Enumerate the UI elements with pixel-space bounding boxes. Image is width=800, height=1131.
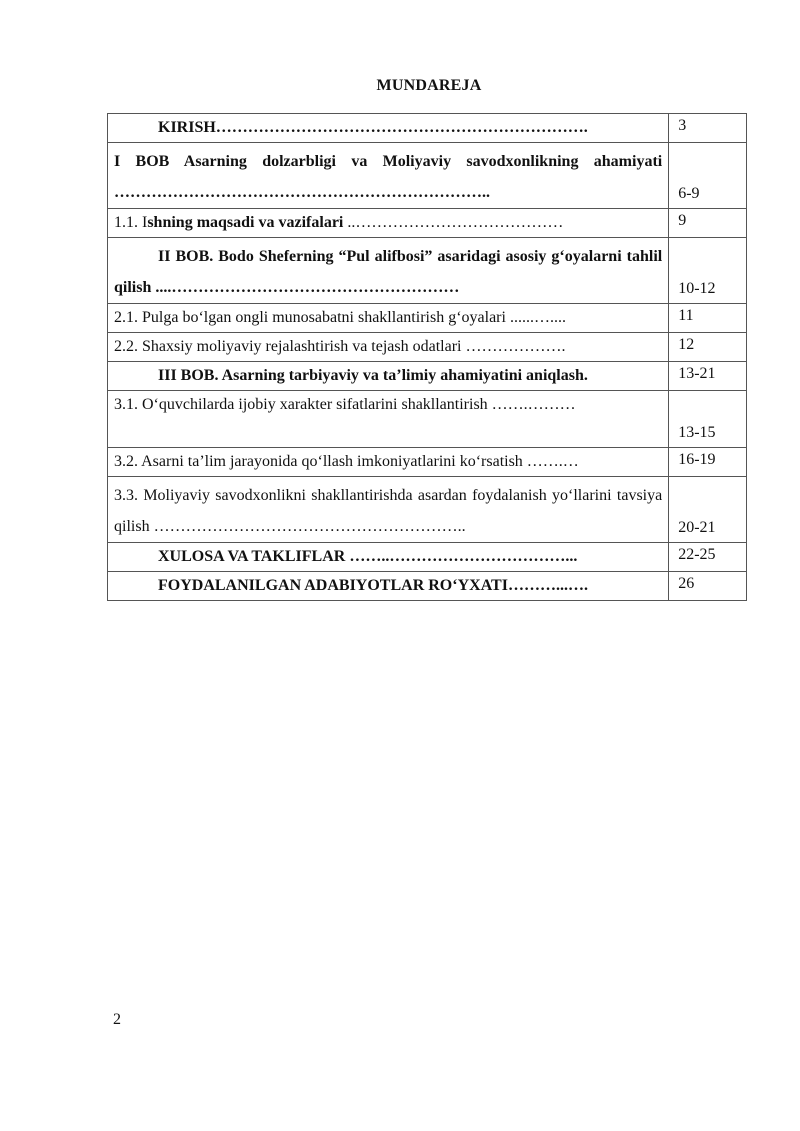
- toc-row-3-1: [108, 391, 747, 448]
- toc-entry-page: 16-19: [669, 448, 747, 477]
- toc-entry-page: 26: [669, 572, 747, 601]
- toc-entry-page: 9: [669, 209, 747, 238]
- toc-entry-suffix: ..…………………………………: [343, 214, 564, 231]
- toc-entry-page: 10-12: [669, 238, 747, 304]
- toc-row-chapter-3: [108, 362, 747, 391]
- toc-entry-page: 13-21: [669, 362, 747, 391]
- toc-row-2-1: [108, 304, 747, 333]
- toc-row-kirish: [108, 114, 747, 143]
- toc-entry-text: 2.1. Pulga bo‘lgan ongli munosabatni shakllantirish g‘oyalari ......…....: [108, 304, 669, 333]
- toc-row-2-2: [108, 333, 747, 362]
- toc-entry-page: 13-15: [669, 391, 747, 448]
- toc-entry-text: 3.3. Moliyaviy savodxonlikni shakllantirishda asardan foydalanish yo‘llarini tavsiya qilish …………………………………………………..: [108, 477, 669, 543]
- toc-entry-text: FOYDALANILGAN ADABIYOTLAR RO‘YXATI………...….: [108, 572, 669, 601]
- toc-entry-text: 3.1. O‘quvchilarda ijobiy xarakter sifatlarini shakllantirish …….………: [108, 391, 669, 448]
- toc-row-3-3: [108, 477, 747, 543]
- document-title: MUNDAREJA: [376, 77, 482, 94]
- toc-entry-page: 11: [669, 304, 747, 333]
- toc-row-3-2: [108, 448, 747, 477]
- toc-entry-page: 12: [669, 333, 747, 362]
- toc-entry-page: 22-25: [669, 543, 747, 572]
- toc-entry-text: KIRISH…………………………………………………………….: [108, 114, 669, 143]
- toc-row-chapter-1: [108, 143, 747, 209]
- toc-row-1-1: [108, 209, 747, 238]
- toc-entry-text: [108, 209, 669, 238]
- toc-entry-text: 3.2. Asarni ta’lim jarayonida qo‘llash imkoniyatlarini ko‘rsatish …….…: [108, 448, 669, 477]
- toc-entry-prefix: 1.1. I: [114, 214, 148, 231]
- toc-entry-text: XULOSA VA TAKLIFLAR ……..……………………………...: [108, 543, 669, 572]
- toc-row-xulosa: [108, 543, 747, 572]
- table-of-contents: [107, 113, 747, 601]
- toc-entry-text: I BOB Asarning dolzarbligi va Moliyaviy savodxonlikning ahamiyati ……………………………………………………………..: [108, 143, 669, 209]
- toc-entry-page: 3: [669, 114, 747, 143]
- toc-entry-page: 20-21: [669, 477, 747, 543]
- toc-row-adabiyotlar: [108, 572, 747, 601]
- toc-entry-bold: shning maqsadi va vazifalari: [147, 214, 344, 231]
- toc-entry-page: 6-9: [669, 143, 747, 209]
- toc-row-chapter-2: [108, 238, 747, 304]
- toc-entry-text: II BOB. Bodo Sheferning “Pul alifbosi” asaridagi asosiy g‘oyalarni tahlil qilish ....………………………………………………: [108, 238, 669, 304]
- toc-entry-text: 2.2. Shaxsiy moliyaviy rejalashtirish va tejash odatlari ……………….: [108, 333, 669, 362]
- toc-entry-text: III BOB. Asarning tarbiyaviy va ta’limiy ahamiyatini aniqlash.: [108, 362, 669, 391]
- page-number: 2: [113, 1011, 121, 1028]
